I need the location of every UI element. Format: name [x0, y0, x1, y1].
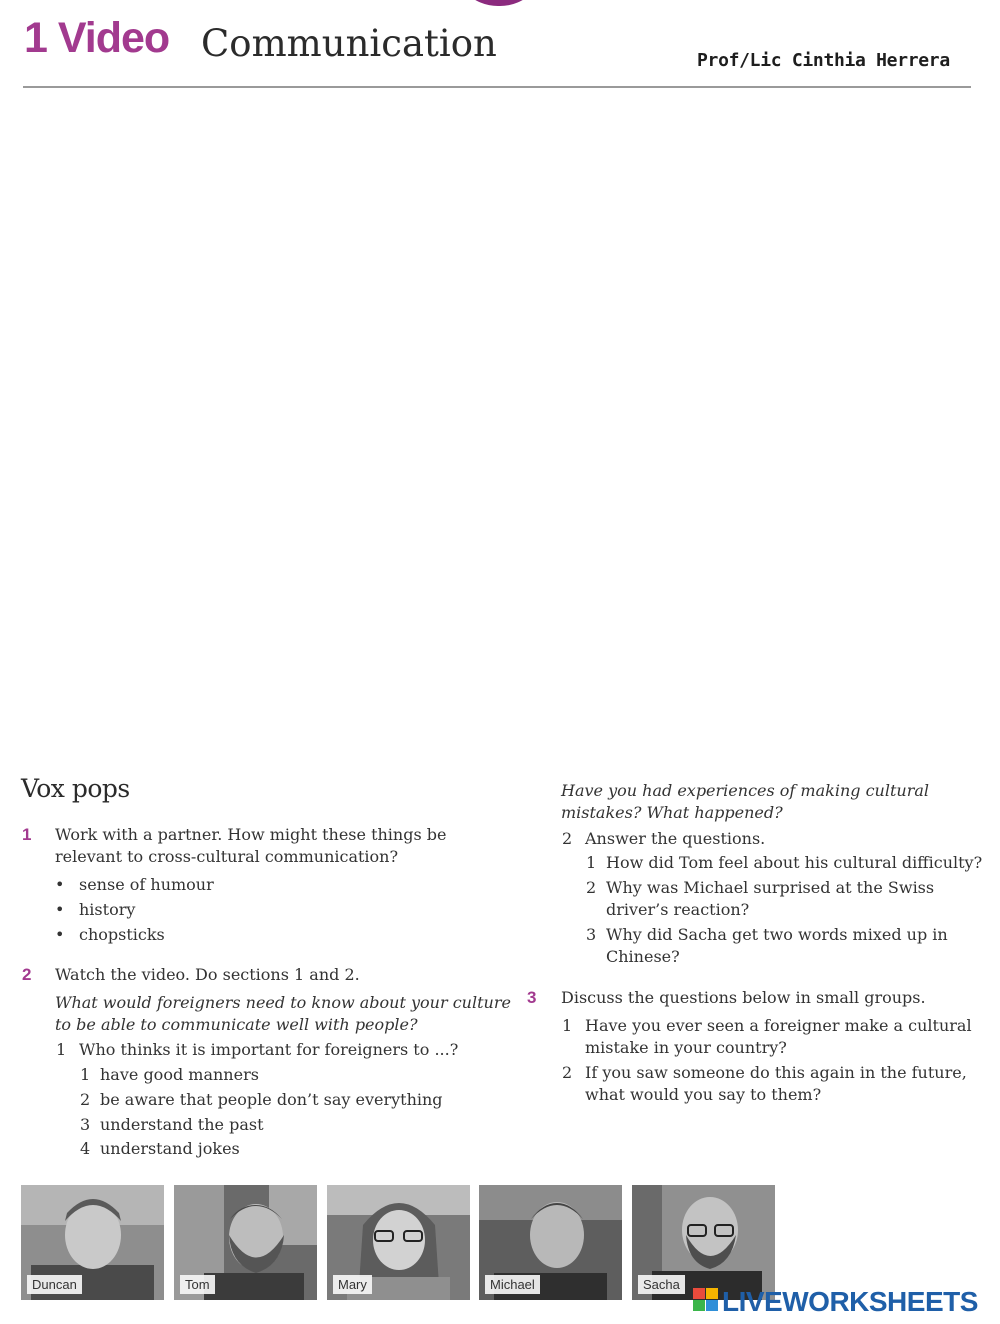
- subitem-text: Why was Michael surprised at the Swiss: [606, 878, 935, 897]
- photo-duncan: [21, 1185, 164, 1300]
- photo-caption: Duncan: [27, 1275, 82, 1294]
- exercise-2-italic-2: to be able to communicate well with people?: [55, 1015, 418, 1034]
- question-number: 2: [562, 829, 573, 848]
- page-title: Communication: [201, 22, 497, 65]
- subitem-text: How did Tom feel about his cultural difficulty?: [606, 853, 983, 872]
- bullet-item: • chopsticks: [79, 924, 165, 946]
- subitem-number: 2: [80, 1090, 91, 1109]
- subitem-text: understand the past: [100, 1115, 264, 1134]
- bullet-item: • sense of humour: [79, 874, 214, 896]
- question-text: Who thinks it is important for foreigners to ...?: [79, 1040, 459, 1059]
- subitem-text: understand jokes: [100, 1139, 240, 1158]
- subitem-number: 3: [80, 1115, 91, 1134]
- subitem-number: 1: [586, 853, 597, 872]
- section-title: Vox pops: [21, 774, 130, 803]
- header-divider: [23, 86, 971, 88]
- liveworksheets-logo-icon: [693, 1288, 719, 1312]
- exercise-1-instruction-2: relevant to cross-cultural communication?: [55, 847, 399, 866]
- photo-caption: Sacha: [638, 1275, 685, 1294]
- subitem-number: 2: [586, 878, 597, 897]
- subitem-text-cont: driver’s reaction?: [606, 900, 750, 919]
- question-text: Have you ever seen a foreigner make a cultural: [585, 1016, 972, 1035]
- exercise-2-italic2-2: mistakes? What happened?: [561, 803, 783, 822]
- photo-caption: Michael: [485, 1275, 540, 1294]
- decorative-circle: [452, 0, 546, 6]
- exercise-2-instruction: Watch the video. Do sections 1 and 2.: [55, 965, 360, 984]
- exercise-2-italic2-1: Have you had experiences of making cultural: [561, 781, 930, 800]
- photo-michael: [479, 1185, 622, 1300]
- photo-sacha: [632, 1185, 775, 1300]
- subitem-number: 1: [80, 1065, 91, 1084]
- photo-caption: Mary: [333, 1275, 372, 1294]
- question-text: If you saw someone do this again in the future,: [585, 1063, 967, 1082]
- question-text: Answer the questions.: [585, 829, 766, 848]
- question-number: 1: [562, 1016, 573, 1035]
- photo-tom: [174, 1185, 317, 1300]
- exercise-2-number: 2: [22, 965, 32, 984]
- exercise-3-number: 3: [527, 988, 537, 1007]
- exercise-2-italic-1: What would foreigners need to know about your culture: [55, 993, 511, 1012]
- author-name: Prof/Lic Cinthia Herrera: [697, 50, 950, 71]
- subitem-number: 4: [80, 1139, 91, 1158]
- question-text-cont: mistake in your country?: [585, 1038, 787, 1057]
- subitem-text: have good manners: [100, 1065, 259, 1084]
- subitem-number: 3: [586, 925, 597, 944]
- question-number: 1: [56, 1040, 67, 1059]
- exercise-3-instruction: Discuss the questions below in small groups.: [561, 988, 926, 1007]
- photo-caption: Tom: [180, 1275, 215, 1294]
- question-text-cont: what would you say to them?: [585, 1085, 822, 1104]
- subitem-text-cont: Chinese?: [606, 947, 680, 966]
- brand-name[interactable]: LIVEWORKSHEETS: [722, 1286, 978, 1317]
- photo-mary: [327, 1185, 470, 1300]
- unit-label: 1 Video: [24, 14, 170, 62]
- exercise-1-number: 1: [22, 825, 32, 844]
- question-number: 2: [562, 1063, 573, 1082]
- bullet-item: • history: [79, 899, 135, 921]
- subitem-text: be aware that people don’t say everything: [100, 1090, 443, 1109]
- exercise-1-instruction-1: Work with a partner. How might these things be: [55, 825, 447, 844]
- subitem-text: Why did Sacha get two words mixed up in: [606, 925, 948, 944]
